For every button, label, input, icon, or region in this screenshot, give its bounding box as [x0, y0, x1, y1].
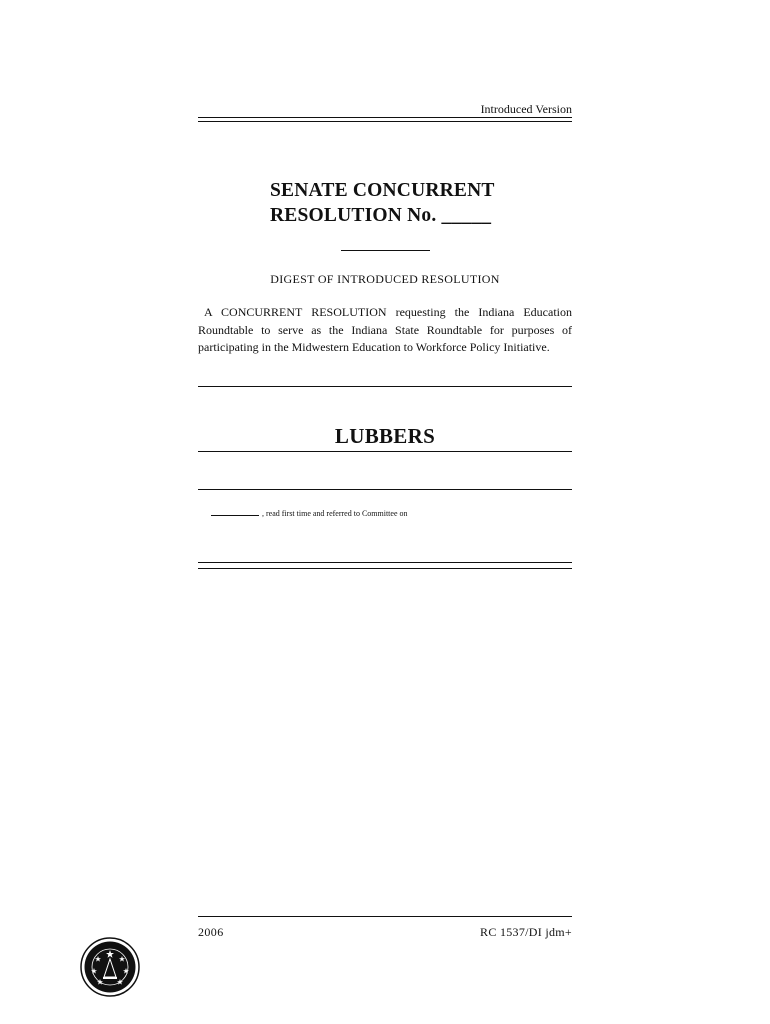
header-rule-top [198, 117, 572, 118]
version-label: Introduced Version [480, 102, 572, 116]
closing-rule-bottom [198, 568, 572, 569]
state-seal-icon [80, 937, 140, 997]
resolution-title-line2: RESOLUTION No. _____ [270, 205, 492, 226]
closing-rule-top [198, 562, 572, 563]
resolution-title-line1: SENATE CONCURRENT [270, 180, 495, 201]
date-blank [211, 507, 259, 516]
author-name: LUBBERS [334, 424, 436, 448]
action-rule [198, 489, 572, 490]
footer-code: RC 1537/DI jdm+ [480, 925, 572, 939]
digest-body [198, 304, 572, 357]
footer-rule [198, 916, 572, 917]
footer-year: 2006 [198, 925, 224, 939]
title-divider [341, 250, 430, 251]
digest-heading: DIGEST OF INTRODUCED RESOLUTION [270, 272, 500, 286]
digest-text: A CONCURRENT RESOLUTION requesting the Indiana Education Roundtable to serve as the Indiana State Roundtable for purposes of participating in the Midwestern Education to Workforce Policy Initiative. [198, 305, 572, 354]
action-line [211, 507, 408, 518]
action-text: , read first time and referred to Committee on [262, 509, 408, 518]
digest-rule [198, 386, 572, 387]
author-rule [198, 451, 572, 452]
header-rule-bottom [198, 121, 572, 122]
